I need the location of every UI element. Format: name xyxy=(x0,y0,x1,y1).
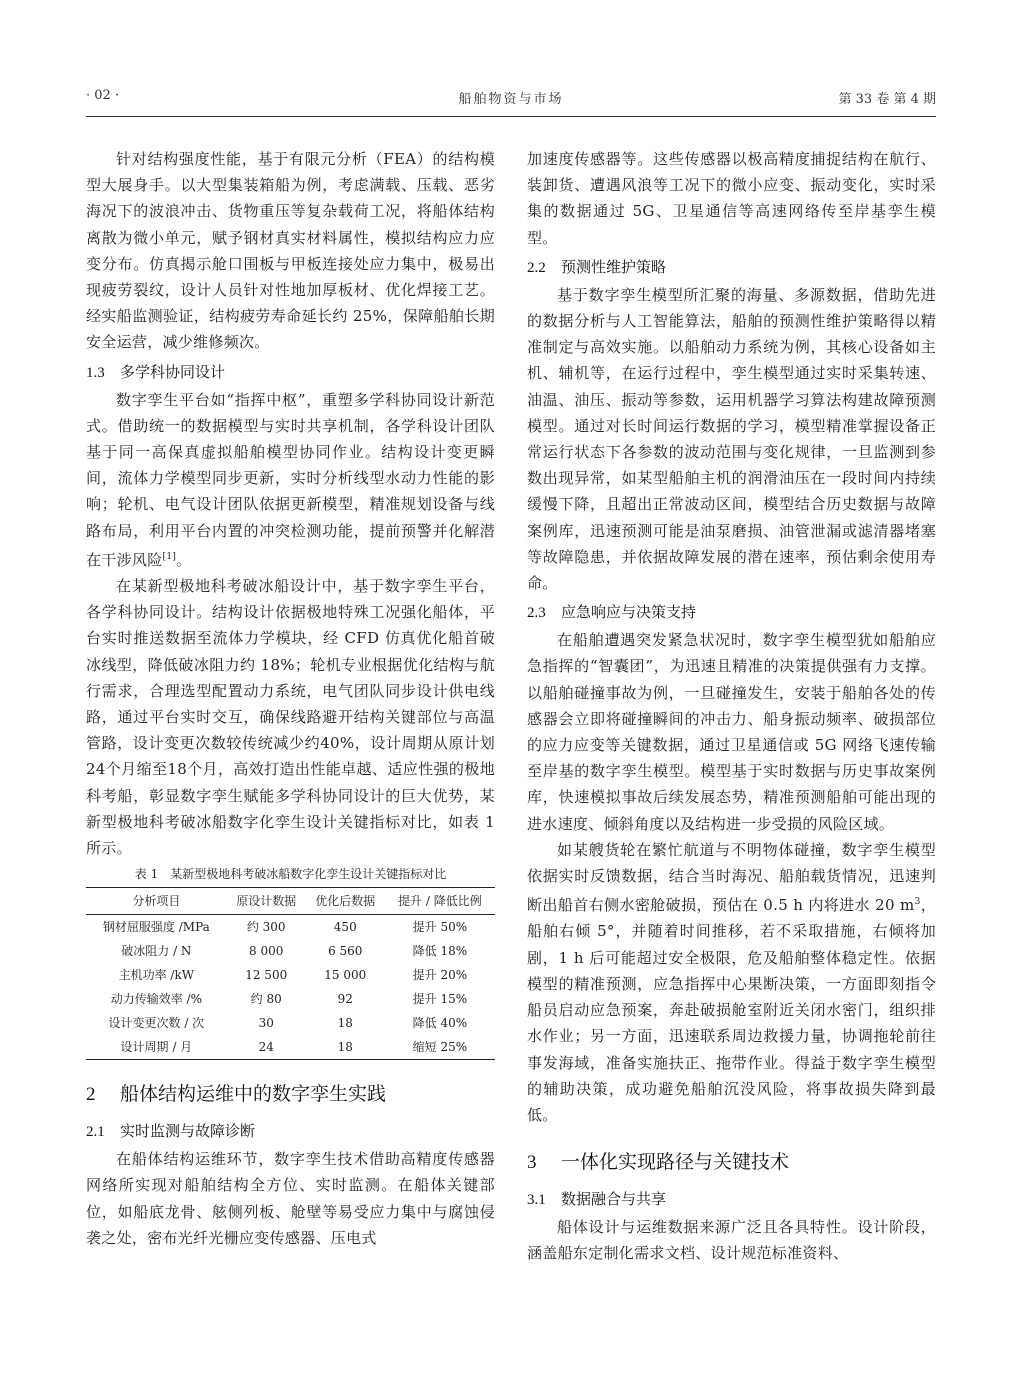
paragraph-text-end: 。 xyxy=(176,550,192,569)
subsection-number: 3.1 xyxy=(527,1192,546,1209)
paragraph: 在某新型极地科考破冰船设计中，基于数字孪生平台，各学科协同设计。结构设计依据极地特殊工况强化船体，平台实时推送数据至流体力学模块，经 CFD 仿真优化船首破冰线型，降低破冰阻力约 18%；轮机专业根据优化结构与航行需求，合理选型配置动力系统，电气团队同步设计供电线路，通过平台实时交互，确保线路避开结构关键部位与高温管路，设计变更次数较传统减少约40%，设计周期从原计划24个月缩至18个月，高效打造出性能卓越、适应性强的极地科考船，彰显数字孪生赋能多学科协同设计的巨大优势，某新型极地科考破冰船数字化孪生设计关键指标对比，如表 1 所示。 xyxy=(86,577,495,858)
table-cell: 动力传输效率 /% xyxy=(110,992,202,1007)
table-cell: 缩短 25% xyxy=(385,1035,495,1060)
table-row xyxy=(86,915,495,940)
table-row xyxy=(86,987,495,1011)
section-heading-3 xyxy=(527,1148,936,1177)
subsection-title: 应急响应与决策支持 xyxy=(561,603,697,622)
subsection-heading-2-3 xyxy=(527,600,936,625)
subsection-number: 2.1 xyxy=(86,1124,105,1141)
table-row xyxy=(86,963,495,987)
paragraph: 在船舶遭遇突发紧急状况时，数字孪生模型犹如船舶应急指挥的“智囊团”，为迅速且精准的决策提供强有力支撑。以船舶碰撞事故为例，一旦碰撞发生，安装于船舶各处的传感器会立即将碰撞瞬间的冲击力、船身振动频率、破损部位的应力应变等关键数据，通过卫星通信或 5G 网络飞速传输至岸基的数字孪生模型。模型基于实时数据与历史事故案例库，快速模拟事故后续发展态势，精准预测船舶可能出现的进水速度、倾斜角度以及结构进一步受损的风险区域。 xyxy=(527,631,936,833)
paragraph: 船体设计与运维数据来源广泛且各具特性。设计阶段，涵盖船东定制化需求文档、设计规范标准资料、 xyxy=(527,1218,936,1263)
section-number: 2 xyxy=(86,1084,96,1106)
table-cell: 8 000 xyxy=(249,944,284,959)
table-caption: 表 1 某新型极地科考破冰船数字化孪生设计关键指标对比 xyxy=(134,867,447,882)
paragraph-continued: 加速度传感器等。这些传感器以极高精度捕捉结构在航行、装卸货、遭遇风浪等工况下的微小应变、振动变化，实时采集的数据通过 5G、卫星通信等高速网络传至岸基孪生模型。 xyxy=(527,150,936,247)
table-cell: 设计周期 / 月 xyxy=(86,1035,227,1060)
subsection-title: 数据融合与共享 xyxy=(561,1190,667,1209)
table-cell: 92 xyxy=(337,992,353,1007)
table-header-cell: 分析项目 xyxy=(86,888,227,915)
journal-title: 船舶物资与市场 xyxy=(458,92,564,107)
table-cell: 24 xyxy=(227,1035,306,1060)
table-cell: 15 000 xyxy=(324,968,367,983)
section-number: 3 xyxy=(527,1152,537,1174)
subsection-heading-1-3 xyxy=(86,360,495,385)
paragraph: 基于数字孪生模型所汇聚的海量、多源数据，借助先进的数据分析与人工智能算法，船舶的预测性维护策略得以精准制定与高效实施。以船舶动力系统为例，其核心设备如主机、辅机等，在运行过程中，孪生模型通过实时采集转速、油温、油压、振动等参数，运用机器学习算法构建故障预测模型。通过对长时间运行数据的学习，模型精准掌握设备正常运行状态下各参数的波动范围与变化规律，一旦监测到参数出现异常，如某型船舶主机的润滑油压在一段时间内持续缓慢下降，且超出正常波动区间，模型结合历史数据与故障案例库，迅速预测可能是油泵磨损、油管泄漏或滤清器堵塞等故障隐患，并依据故障发展的潜在速率，预估剩余使用寿命。 xyxy=(527,285,936,593)
header-rule xyxy=(86,116,936,117)
table-cell: 提升 20% xyxy=(412,968,468,983)
subsection-heading-2-1 xyxy=(86,1119,495,1144)
table-cell: 主机功率 /kW xyxy=(118,968,195,983)
table-row xyxy=(86,1035,495,1060)
page-header xyxy=(86,86,936,108)
subsection-heading-3-1 xyxy=(527,1187,936,1212)
superscript: 3 xyxy=(914,897,921,908)
section-title: 船体结构运维中的数字孪生实践 xyxy=(120,1083,387,1106)
subsection-heading-2-2 xyxy=(527,255,936,280)
table-cell: 降低 18% xyxy=(412,944,468,959)
citation-ref[interactable]: [1] xyxy=(162,551,177,562)
volume-issue: 第 33 卷 第 4 期 xyxy=(838,92,936,107)
subsection-number: 2.3 xyxy=(527,605,546,622)
table-cell: 降低 40% xyxy=(412,1016,468,1031)
table-cell: 钢材屈服强度 /MPa xyxy=(102,920,210,935)
table-header-cell: 原设计数据 xyxy=(227,888,306,915)
table-cell: 18 xyxy=(306,1035,385,1060)
subsection-title: 实时监测与故障诊断 xyxy=(120,1122,256,1141)
section-heading-2 xyxy=(86,1080,495,1109)
table-row xyxy=(86,1011,495,1035)
table-cell: 破冰阻力 / N xyxy=(121,944,192,959)
paragraph xyxy=(86,387,495,573)
paragraph-text: 如某艘货轮在繁忙航道与不明物体碰撞，数字孪生模型依据实时反馈数据，结合当时海况、船舶载货情况，迅速判断出船首右侧水密舱破损，预估在 0.5 h 内将进水 20 m xyxy=(527,840,936,915)
table-cell: 提升 15% xyxy=(412,992,468,1007)
subsection-title: 多学科协同设计 xyxy=(120,362,226,381)
table-header-cell: 优化后数据 xyxy=(306,888,385,915)
table-cell: 450 xyxy=(333,920,357,935)
table-cell: 12 500 xyxy=(245,968,288,983)
table-cell: 提升 50% xyxy=(412,920,468,935)
paragraph: 针对结构强度性能，基于有限元分析（FEA）的结构模型大展身手。以大型集装箱船为例，考虑满载、压载、恶劣海况下的波浪冲击、货物重压等复杂载荷工况，将船体结构离散为微小单元，赋予钢材真实材料属性，模拟结构应力应变分布。仿真揭示舱口围板与甲板连接处应力集中，极易出现疲劳裂纹，设计人员针对性地加厚板材、优化焊接工艺。经实船监测验证，结构疲劳寿命延长约 25%，保障船舶长期安全运营，减少维修频次。 xyxy=(86,150,495,352)
paragraph: 在船体结构运维环节，数字孪生技术借助高精度传感器网络所实现对船舶结构全方位、实时监测。在船体关键部位，如船底龙骨、舷侧列板、舱壁等易受应力集中与腐蚀侵袭之处，密布光纤光栅应变传感器、压电式 xyxy=(86,1150,495,1247)
table-cell: 约 300 xyxy=(246,920,286,935)
table-cell: 18 xyxy=(337,1016,353,1031)
paragraph xyxy=(527,837,936,1128)
paragraph-text: 数字孪生平台如“指挥中枢”，重塑多学科协同设计新范式。借助统一的数据模型与实时共享机制，各学科设计团队基于同一高保真虚拟船舶模型协同作业。结构设计变更瞬间，流体力学模型同步更新，实时分析线型水动力性能的影响；轮机、电气设计团队依据更新模型，精准规划设备与线路布局，利用平台内置的冲突检测功能，提前预警并化解潜在干涉风险 xyxy=(86,390,495,569)
table-header-row xyxy=(86,888,495,915)
table-cell: 设计变更次数 / 次 xyxy=(108,1016,205,1031)
page-number: · 02 · xyxy=(86,88,120,103)
paragraph-text-end: ，船舶右倾 5°，并随着时间推移，若不采取措施，右倾将加剧，1 h 后可能超过安全极限，危及船舶整体稳定性。依据模型的精准预测，应急指挥中心果断决策，一方面即刻指令船员启动应急预案，奔赴破损舱室附近关闭水密门，组织排水作业；另一方面，迅速联系周边救援力量，协调拖轮前往事发海域，准备实施扶正、拖带作业。得益于数字孪生模型的辅助决策，成功避免船舶沉没风险，将事故损失降到最低。 xyxy=(527,896,937,1124)
section-title: 一体化实现路径与关键技术 xyxy=(561,1151,790,1174)
subsection-number: 2.2 xyxy=(527,259,546,276)
table-cell: 约 80 xyxy=(250,992,282,1007)
right-column xyxy=(527,146,936,1267)
subsection-title: 预测性维护策略 xyxy=(561,257,667,276)
table-cell: 6 560 xyxy=(328,944,363,959)
table-row xyxy=(86,939,495,963)
left-column xyxy=(86,146,495,1251)
table-cell: 30 xyxy=(258,1016,274,1031)
table-header-cell: 提升 / 降低比例 xyxy=(385,888,495,915)
indicator-table xyxy=(86,887,495,1060)
subsection-number: 1.3 xyxy=(86,364,105,381)
